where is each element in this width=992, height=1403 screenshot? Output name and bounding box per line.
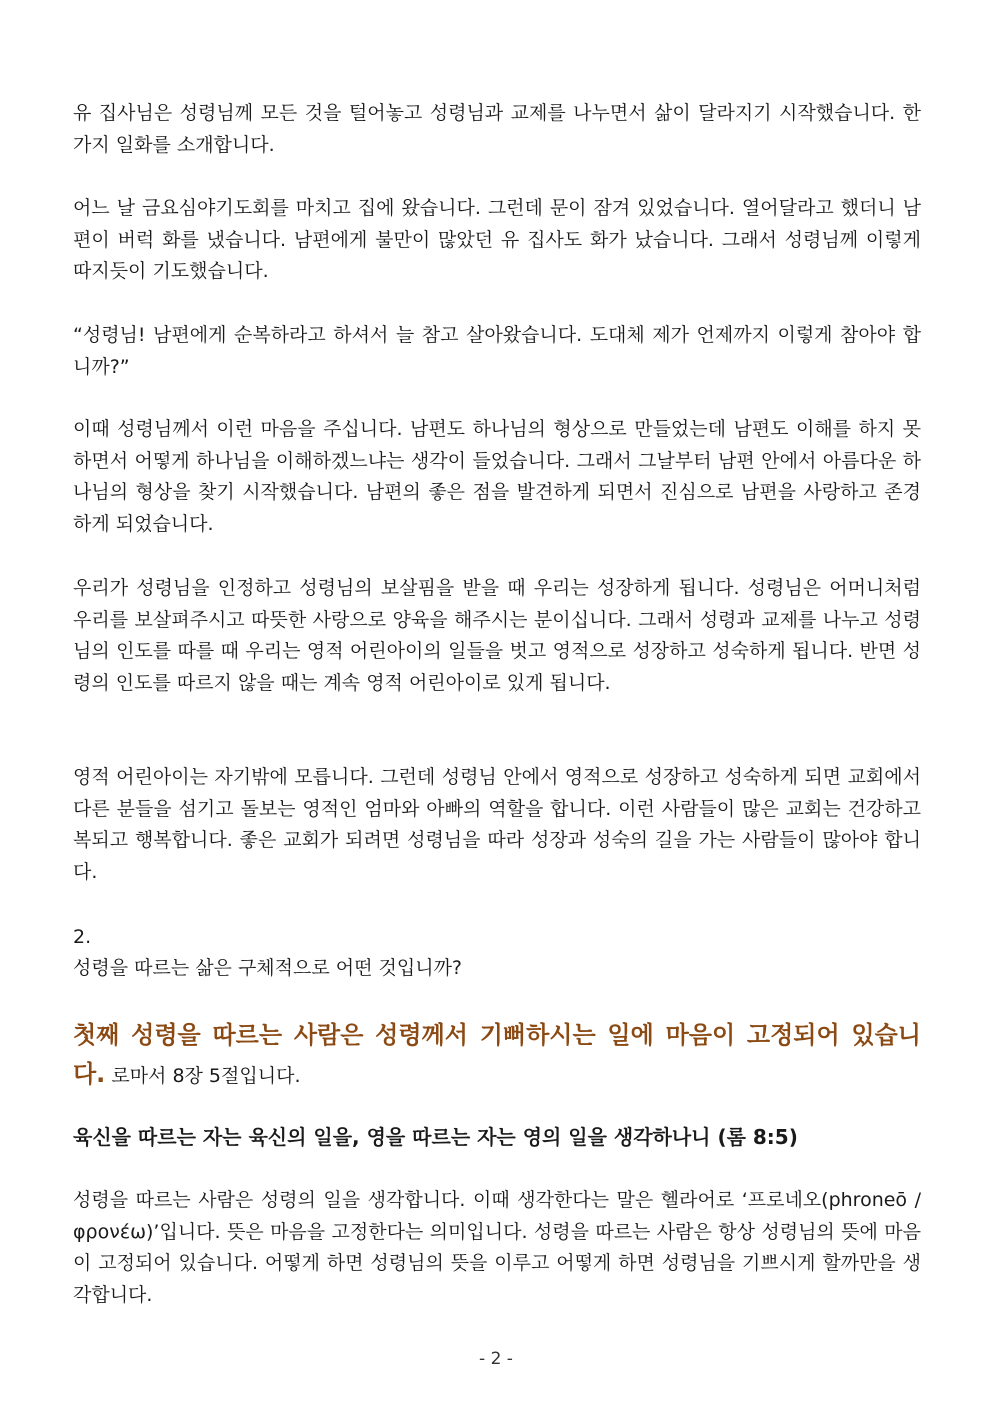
paragraph-holy-spirit-answer: 이때 성령님께서 이런 마음을 주십니다. 남편도 하나님의 형상으로 만들었는데 남편도 이해를 하지 못하면서 어떻게 하나님을 이해하겠느냐는 생각이 들었습니다. 그래서 그날부터 남편 안에서 아름다운 하나님의 형상을 찾기 시작했습니다. 남편의 좋은 점을 발견하게 되면서 진심으로 남편을 사랑하고 존경하게 되었습니다. [73, 418, 921, 535]
page-number: - 2 - [479, 1349, 513, 1369]
emphasis-heading [73, 1016, 921, 1096]
paragraph-anecdote-intro: 유 집사님은 성령님께 모든 것을 털어놓고 성령님과 교제를 나누면서 삶이 달라지기 시작했습니다. 한 가지 일화를 소개합니다. [73, 102, 921, 156]
paragraph-spiritual-children: 영적 어린아이는 자기밖에 모릅니다. 그런데 성령님 안에서 영적으로 성장하고 성숙하게 되면 교회에서 다른 분들을 섬기고 돌보는 영적인 엄마와 아빠의 역할을 합니다. 이런 사람들이 많은 교회는 건강하고 복되고 행복합니다. 좋은 교회가 되려면 성령님을 따라 성장과 성숙의 길을 가는 사람들이 많아야 합니다. [73, 766, 921, 883]
section-number: 2. [73, 926, 92, 948]
paragraph-prayer-quote: “성령님! 남편에게 순복하라고 하셔서 늘 참고 살아왔습니다. 도대체 제가 언제까지 이렇게 참아야 합니까?” [73, 324, 921, 378]
emphasis-heading-text: 첫째 성령을 따르는 사람은 성령께서 기뻐하시는 일에 마음이 고정되어 있습니다. [73, 1021, 921, 1088]
scripture-verse: 육신을 따르는 자는 육신의 일을, 영을 따르는 자는 영의 일을 생각하나니 (롬 8:5) [73, 1125, 798, 1149]
paragraph-phroneo: 성령을 따르는 사람은 성령의 일을 생각합니다. 이때 생각한다는 말은 헬라어로 ‘프로네오(phroneō / φρονέω)’입니다. 뜻은 마음을 고정한다는 의미입니다. 성령을 따르는 사람은 항상 성령님의 뜻에 마음이 고정되어 있습니다. 어떻게 하면 성령님의 뜻을 이루고 어떻게 하면 성령님을 기쁘시게 할까만을 생각합니다. [73, 1189, 921, 1306]
section-question: 성령을 따르는 삶은 구체적으로 어떤 것입니까? [73, 957, 463, 979]
scripture-reference: 로마서 8장 5절입니다. [105, 1065, 301, 1087]
paragraph-spiritual-growth: 우리가 성령님을 인정하고 성령님의 보살핌을 받을 때 우리는 성장하게 됩니다. 성령님은 어머니처럼 우리를 보살펴주시고 따뜻한 사랑으로 양육을 해주시는 분이십니다. 그래서 성령과 교제를 나누고 성령님의 인도를 따를 때 우리는 영적 어린아이의 일들을 벗고 영적으로 성장하고 성숙하게 됩니다. 반면 성령의 인도를 따르지 않을 때는 계속 영적 어린아이로 있게 됩니다. [73, 577, 921, 694]
paragraph-friday-night: 어느 날 금요심야기도회를 마치고 집에 왔습니다. 그런데 문이 잠겨 있었습니다. 열어달라고 했더니 남편이 버럭 화를 냈습니다. 남편에게 불만이 많았던 유 집사도 화가 났습니다. 그래서 성령님께 이렇게 따지듯이 기도했습니다. [73, 197, 921, 282]
